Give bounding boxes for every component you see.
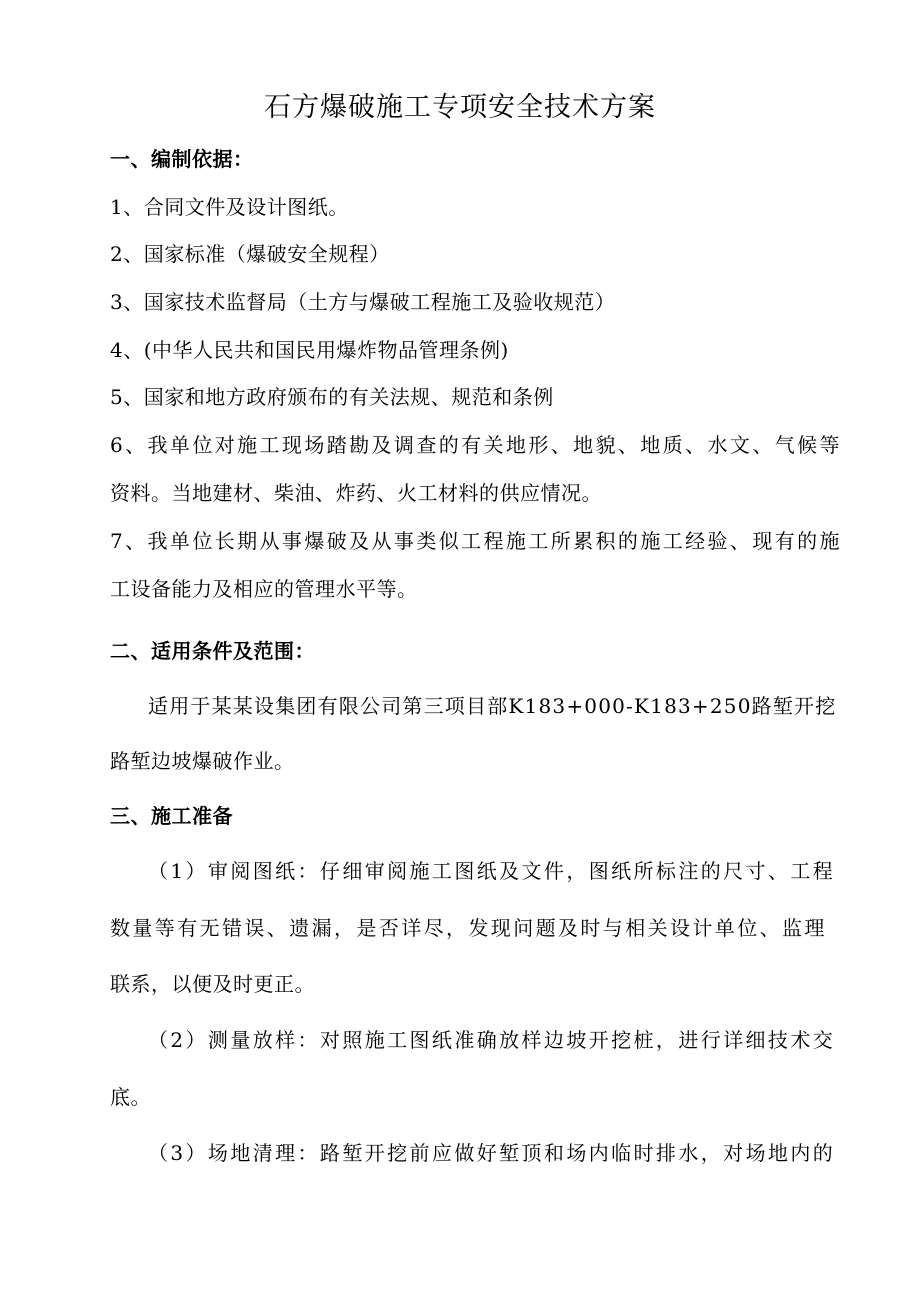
prep-item-1-line-3: 联系，以便及时更正。 (110, 972, 315, 996)
prep-item-2-line-2: 底。 (110, 1085, 151, 1109)
document-title: 石方爆破施工专项安全技术方案 (264, 92, 656, 123)
basis-item-2: 2、国家标准（爆破安全规程） (110, 242, 390, 266)
basis-item-1: 1、合同文件及设计图纸。 (110, 195, 349, 219)
prep-item-3-line-1: （3）场地清理：路堑开挖前应做好堑顶和场内临时排水，对场地内的 (148, 1141, 836, 1165)
basis-item-4: 4、(中华人民共和国民用爆炸物品管理条例) (110, 338, 509, 362)
prep-item-2-line-1: （2）测量放样：对照施工图纸准确放样边坡开挖桩，进行详细技术交 (148, 1028, 836, 1052)
basis-item-5: 5、国家和地方政府颁布的有关法规、规范和条例 (110, 385, 554, 409)
prep-item-1-line-2: 数量等有无错误、遗漏，是否详尽，发现问题及时与相关设计单位、监理 (110, 916, 827, 940)
section-heading-basis: 一、编制依据： (110, 147, 254, 171)
basis-item-6-line-2: 资料。当地建材、柴油、炸药、火工材料的供应情况。 (110, 481, 602, 505)
section-heading-scope: 二、适用条件及范围： (110, 639, 315, 663)
scope-paragraph-line-1: 适用于某某设集团有限公司第三项目部K183+000-K183+250路堑开挖 (148, 694, 837, 718)
prep-item-1-line-1: （1）审阅图纸：仔细审阅施工图纸及文件，图纸所标注的尺寸、工程 (148, 859, 836, 883)
basis-item-6-line-1: 6、我单位对施工现场踏勘及调查的有关地形、地貌、地质、水文、气候等 (110, 433, 842, 457)
basis-item-7-line-1: 7、我单位长期从事爆破及从事类似工程施工所累积的施工经验、现有的施 (110, 529, 842, 553)
basis-item-7-line-2: 工设备能力及相应的管理水平等。 (110, 577, 418, 601)
section-heading-preparation: 三、施工准备 (110, 804, 233, 828)
scope-paragraph-line-2: 路堑边坡爆破作业。 (110, 749, 295, 773)
basis-item-3: 3、国家技术监督局（土方与爆破工程施工及验收规范） (110, 290, 616, 314)
